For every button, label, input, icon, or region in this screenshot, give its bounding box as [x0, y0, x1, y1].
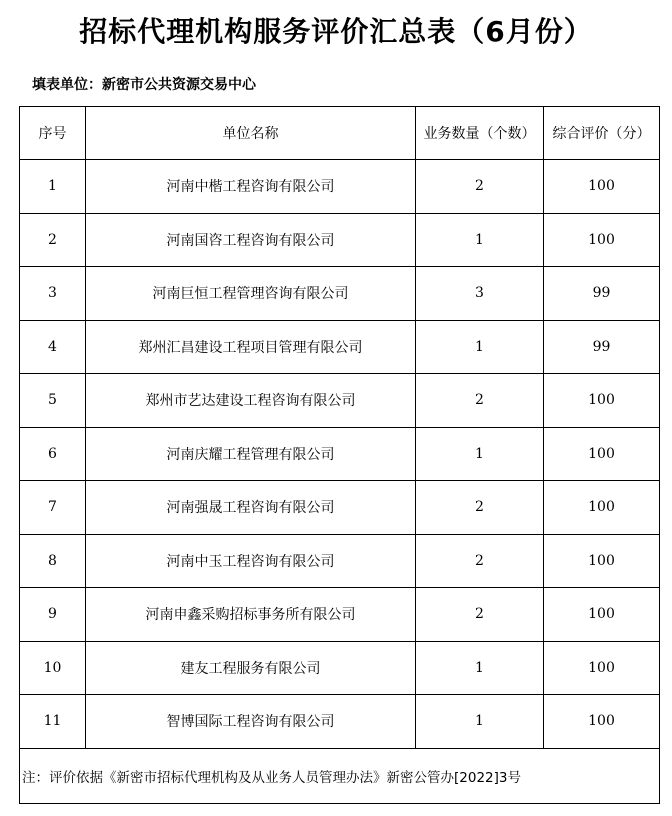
cell-count: 1: [416, 641, 544, 695]
cell-count: 1: [416, 320, 544, 374]
cell-score: 100: [544, 534, 660, 588]
table-row: [20, 588, 660, 642]
cell-seq: 4: [20, 320, 86, 374]
table-row: [20, 374, 660, 428]
cell-seq: 2: [20, 213, 86, 267]
cell-name: 河南国咨工程咨询有限公司: [86, 213, 416, 267]
cell-score: 100: [544, 160, 660, 214]
cell-seq: 10: [20, 641, 86, 695]
table-row: [20, 481, 660, 535]
cell-count: 1: [416, 427, 544, 481]
cell-score: 99: [544, 267, 660, 321]
header-name: 单位名称: [86, 107, 416, 160]
cell-name: 河南强晟工程咨询有限公司: [86, 481, 416, 535]
cell-count: 3: [416, 267, 544, 321]
cell-count: 2: [416, 374, 544, 428]
cell-seq: 1: [20, 160, 86, 214]
table-row: [20, 534, 660, 588]
cell-count: 2: [416, 534, 544, 588]
cell-name: 郑州市艺达建设工程咨询有限公司: [86, 374, 416, 428]
table-row: [20, 160, 660, 214]
cell-seq: 6: [20, 427, 86, 481]
cell-score: 100: [544, 213, 660, 267]
header-seq: 序号: [20, 107, 86, 160]
cell-name: 建友工程服务有限公司: [86, 641, 416, 695]
cell-name: 河南中玉工程咨询有限公司: [86, 534, 416, 588]
page-title: 招标代理机构服务评价汇总表（6月份）: [79, 15, 593, 48]
cell-seq: 9: [20, 588, 86, 642]
cell-score: 100: [544, 374, 660, 428]
cell-count: 2: [416, 160, 544, 214]
evaluation-table: [19, 106, 660, 804]
cell-name: 河南巨恒工程管理咨询有限公司: [86, 267, 416, 321]
cell-seq: 11: [20, 695, 86, 749]
table-row: [20, 641, 660, 695]
table-row: [20, 213, 660, 267]
cell-score: 100: [544, 641, 660, 695]
header-score: 综合评价（分）: [544, 107, 660, 160]
cell-score: 100: [544, 427, 660, 481]
cell-score: 100: [544, 588, 660, 642]
cell-score: 100: [544, 481, 660, 535]
cell-count: 1: [416, 213, 544, 267]
cell-score: 99: [544, 320, 660, 374]
cell-name: 郑州汇昌建设工程项目管理有限公司: [86, 320, 416, 374]
cell-count: 2: [416, 481, 544, 535]
cell-name: 河南中楷工程咨询有限公司: [86, 160, 416, 214]
table-row: [20, 427, 660, 481]
note-text: 注：评价依据《新密市招标代理机构及从业务人员管理办法》新密公管办[2022]3号: [20, 748, 660, 803]
cell-seq: 3: [20, 267, 86, 321]
cell-name: 河南庆耀工程管理有限公司: [86, 427, 416, 481]
table-row: [20, 695, 660, 749]
header-count: 业务数量（个数）: [416, 107, 544, 160]
table-row: [20, 267, 660, 321]
note-row: [20, 748, 660, 803]
fill-unit-label: 填表单位：新密市公共资源交易中心: [32, 77, 256, 93]
cell-count: 1: [416, 695, 544, 749]
cell-seq: 8: [20, 534, 86, 588]
cell-seq: 7: [20, 481, 86, 535]
table-row: [20, 320, 660, 374]
cell-score: 100: [544, 695, 660, 749]
cell-name: 智博国际工程咨询有限公司: [86, 695, 416, 749]
cell-count: 2: [416, 588, 544, 642]
table-header-row: [20, 107, 660, 160]
cell-seq: 5: [20, 374, 86, 428]
cell-name: 河南申鑫采购招标事务所有限公司: [86, 588, 416, 642]
